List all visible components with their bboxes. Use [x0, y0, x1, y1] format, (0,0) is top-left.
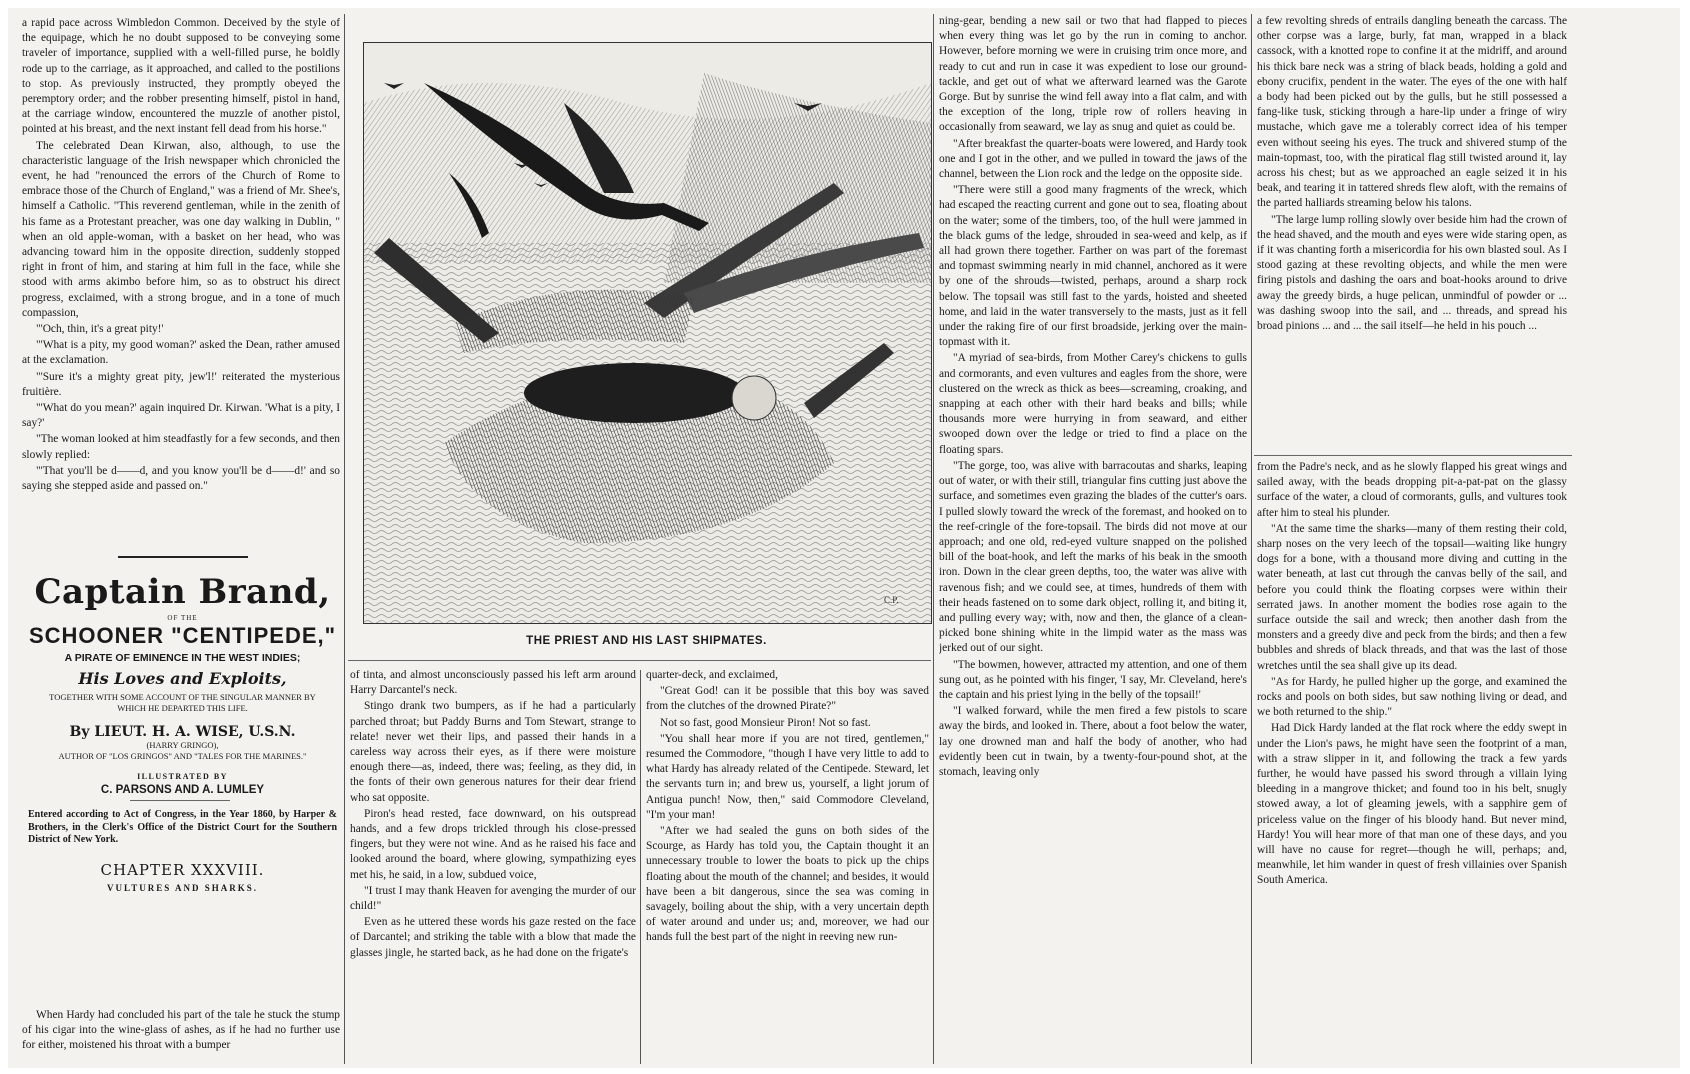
chapter-heading: CHAPTER XXXVIII. — [100, 860, 265, 879]
paragraph: "At the same time the sharks—many of them resting their cold, sharp noses on the very leech of the topsail—waiting like hungry dogs for a bone, with a thousand more diving and cutting in the water beneath, at last cut through the canvas belly of the sail, and before you could think the floating corpses were within their serrated jaws. In another moment the bodies rose again to the surface outside the sail and wreck; then another dash from the monsters and a greedy dive and peck from the birds; and then a few bubbles and shreds of black threads, and that was the last of those wretches until the sea shall give up its dead. — [1257, 522, 1567, 672]
column-4 — [939, 14, 1247, 1064]
paragraph: quarter-deck, and exclaimed, — [646, 669, 778, 681]
story-subtitle: A PIRATE OF EMINENCE IN THE WEST INDIES; — [64, 652, 301, 664]
paragraph: "The woman looked at him steadfastly for a few seconds, and then slowly replied: — [22, 433, 340, 461]
paragraph: "'That you'll be d——d, and you know you'll be d——d!' and so saying she stepped aside and passed on." — [22, 464, 340, 493]
paragraph: from the Padre's neck, and as he slowly flapped his great wings and sailed away, with the beads dropping pit-a-pat-pat on the glassy surface of the water, a cloud of cormorants, gulls, and vultures took after him to steal his plunder. — [1257, 461, 1567, 519]
clipping-edge — [1254, 455, 1572, 456]
illustrated-by: ILLUSTRATED BY — [137, 772, 228, 781]
paragraph: Even as he uttered these words his gaze rested on the face of Darcantel; and striking the table with a blow that made the glasses jingle, he started back, as he had done on the frigate's — [350, 916, 636, 959]
paragraph: "'Och, thin, it's a great pity!' — [36, 323, 164, 336]
column-1-top — [22, 16, 340, 556]
paragraph: ning-gear, bending a new sail or two that had flapped to pieces when every thing was let go by the run in coming to anchor. However, before morning we were in cruising trim once more, and ready to cut and run in case it was expedient to lose our ground-tackle, and get out of what we afterward learned was the Garote Gorge. But by sunrise the wind fell away into a flat calm, and with the exception of the long, triple row of rollers heaving in occasionally from seaward, we lay as snug and quiet as could be. — [939, 15, 1247, 134]
copyright-notice: Entered according to Act of Congress, in the Year 1860, by Harper & Brothers, in the Clerk's Office of the District Court for the Southern District of New York. — [28, 809, 337, 845]
vultures-wreck-engraving — [364, 43, 931, 623]
paragraph: "There were still a good many fragments of the wreck, which had escaped the reacting current and gone out to sea, floating about on the water; some of the timbers, too, of the hull were jammed in the black gums of the ledge, shrouded in sea-weed and kelp, as if all had grown there together. Farther on was part of the foremast and topmast swimming nearly in mid channel, anchored as it were by one of the shrouds—twisted, perhaps, around a sharp rock below. The topsail was still fast to the yards, hoisted and sheeted home, and laid in the water transversely to the masts, just as it fell under the raking fire of our first broadside, jerking over the main-topmast with it. — [939, 184, 1247, 349]
schooner-title: SCHOONER "CENTIPEDE," — [28, 623, 337, 648]
title-of: OF THE — [167, 614, 198, 622]
paragraph: "I trust I may thank Heaven for avenging the murder of our child!" — [350, 884, 636, 913]
paragraph: "You shall hear more if you are not tired, gentlemen," resumed the Commodore, "though I have very little to add to what Hardy has already related of the Centipede. Steward, let the servants turn in; and brew us, yourself, a light jorum of Antigua punch! Now, then," said Commodore Cleveland, "I'm your man! — [646, 732, 929, 821]
paragraph: "Great God! can it be possible that this boy was saved from the clutches of the drowned Pirate?" — [646, 685, 929, 713]
column-1-bottom — [22, 1008, 340, 1064]
paragraph: Stingo drank two bumpers, as if he had a particularly parched throat; but Paddy Burns and Tom Stewart, strange to relate! never wet their lips, and passed their hands in a careless way across their eyes, as if there were moisture enough there—as, indeed, there was; feeling, as they did, in the fonts of their own generous natures for their dear friend who sat opposite. — [350, 700, 636, 804]
together-line: TOGETHER WITH SOME ACCOUNT OF THE SINGULAR MANNER BY WHICH HE DEPARTED THIS LIFE. — [49, 692, 316, 713]
paragraph: "As for Hardy, he pulled higher up the gorge, and examined the rocks and pools on both sides, but saw nothing living or dead, and we both returned to the ship." — [1257, 675, 1567, 719]
illustrators: C. PARSONS AND A. LUMLEY — [100, 784, 265, 796]
paragraph: Piron's head rested, face downward, on his outspread hands, and a few drops trickled through his close-pressed fingers, but they were not wine. And as he raised his face and looked around the board, where glowing, sympathizing eyes met his, he said, in a low, subdued voice, — [350, 807, 636, 881]
paragraph: "'What do you mean?' again inquired Dr. Kirwan. 'What is a pity, I say?' — [22, 402, 340, 430]
newspaper-page — [8, 8, 1680, 1068]
author-byline: By LIEUT. H. A. WISE, U.S.N. — [69, 724, 296, 740]
column-rule — [933, 14, 934, 1064]
paragraph: a few revolting shreds of entrails dangling beneath the carcass. The other corpse was a large, burly, fat man, wrapped in a black cassock, with a knotted rope to confine it at the midriff, and around his thick bare neck was a string of black beads, holding a gold and ebony crucifix, pendent in the water. The eyes of the one with half a body had been picked out by the gulls, but he still possessed a fang-like tusk, sticking through a hare-lip under a fringe of wiry mustache, which gave me a tolerably correct idea of his temper even without seeing his eyes. The truck and shivered stump of the main-topmast, too, with the piratical flag still twisted around it, lay across his chest; but as we approached an eagle seized it in his beak, and tearing it in tattered shreds flew aloft, with the remains of the parted halliards streaming below his talons. — [1257, 15, 1567, 210]
paragraph: When Hardy had concluded his part of the tale he stuck the stump of his cigar into the wine-glass of ashes, as if he had no further use for either, moistened his throat with a bumper — [22, 1009, 340, 1052]
paragraph: Not so fast, good Monsieur Piron! Not so fast. — [660, 716, 871, 729]
paragraph: "A myriad of sea-birds, from Mother Carey's chickens to gulls and cormorants, and even vultures and eagles from the shore, were clustered on the wreck as thick as bees—screaming, croaking, and snapping at each other with their hard beaks and bills; while thousands more were hurrying in from seaward, and either swooped down over the ledge or tried to find a place on the floating spars. — [939, 352, 1247, 456]
paragraph: a rapid pace across Wimbledon Common. Deceived by the style of the equipage, which he no doubt supposed to be conveying some traveler of importance, supplied with a well-filled purse, he boldly rode up to the carriage, as it approached, and called to the postilions to stop. As previously instructed, they promptly obeyed the peremptory order; and the robber presenting himself, pistol in hand, at the carriage window, encountered the muzzle of another pistol, pointed at his breast, and the next instant fell dead from his horse." — [22, 17, 340, 136]
paragraph: The celebrated Dean Kirwan, also, although, to use the characteristic language of the Irish newspaper which chronicled the event, he had "renounced the errors of the Church of Rome to embrace those of the Church of England," was a friend of Mr. Shee's, himself a Catholic. "This reverend gentleman, while in the zenith of his fame as a Protestant preacher, was one day walking in Dublin, " when an old apple-woman, with a basket on her head, who was advancing toward him in the opposite direction, suddenly stopped right in front of him, and staring at him full in the face, while she stood with arms akimbo before him, so as to obstruct his direct progress, exclaimed, with a strong brogue, and in a tone of much compassion, — [22, 139, 340, 319]
page-rule — [348, 660, 931, 661]
paragraph: "I walked forward, while the men fired a few pistols to scare away the birds, and looked in. There, about a foot below the water, lay one drowned man and half the body of another, who had evidently been cut in twain, by a twenty-four-pound shot, at the stomach, leaving only — [939, 705, 1247, 778]
column-5-bottom — [1257, 460, 1567, 1064]
author-of: AUTHOR OF "LOS GRINGOS" AND "TALES FOR THE MARINES." — [58, 751, 307, 761]
column-rule — [1251, 14, 1252, 1064]
artist-signature: C.P. — [884, 595, 899, 605]
paragraph: "The large lump rolling slowly over beside him had the crown of the head shaved, and the mouth and eyes were wide staring open, as if it was chanting forth a misericordia for his own blasted soul. As I stood gazing at these revolting objects, and while the men were firing pistols and dashing the oars and boat-hooks around to drive away the greedy birds, a huge pelican, unmindful of powder or ... was dashing swoop into the sail, and ... threads, and spread his broad pinions ... and ... the sail itself—he held in his pouch ... — [1257, 213, 1567, 333]
paragraph: Had Dick Hardy landed at the flat rock where the eddy swept in under the Lion's paws, he might have seen the footprint of a man, with a straw slipper in it, and following the track a few yards further, he would have passed his sword through a villain lying bleeding in a mangrove thicket; and found too in his belt, snugly stowed away, a lot of gleaming jewels, with a sapphire gem of priceless value on the finger of his bloody hand. But never mind, Hardy! You will hear more of that man one of these days, and you will have no cause for regret—though he will, perhaps; and, meanwhile, let him wander in quest of fresh villainies over Spanish South America. — [1257, 722, 1567, 887]
illustration-caption: THE PRIEST AND HIS LAST SHIPMATES. — [526, 635, 767, 647]
paragraph: "After breakfast the quarter-boats were lowered, and Hardy took one and I got in the other, and we pulled in toward the jaws of the channel, between the Lion rock and the ledge on the opposite side. — [939, 137, 1247, 181]
pen-name: (HARRY GRINGO), — [146, 740, 219, 750]
paragraph: "'Sure it's a mighty great pity, jew'l!' reiterated the mysterious fruitière. — [22, 370, 340, 398]
engraving-illustration — [363, 42, 932, 624]
column-rule — [344, 14, 345, 1064]
paragraph: of tinta, and almost unconsciously passed his left arm around Harry Darcantel's neck. — [350, 669, 636, 697]
title-rule — [118, 556, 248, 558]
paragraph: "The bowmen, however, attracted my attention, and one of them sung out, as he pointed with his finger, 'I say, Mr. Cleveland, here's the captain and his priest lying in the belly of the topsail!' — [939, 658, 1247, 701]
paragraph: "After we had sealed the guns on both sides of the Scourge, as Hardy has told you, the Captain thought it an unnecessary trouble to lower the boats to pick up the chips floating about the mouth of the channel; and besides, it would have been a bit dangerous, since the sea was coming in savagely, boiling about the ship, with a very uncertain depth of water around and under us; and, moreover, we had our hands full the best part of the night in reeving new run- — [646, 825, 929, 944]
story-title: Captain Brand, — [34, 572, 331, 612]
divider — [130, 800, 230, 801]
story-title-block — [20, 564, 345, 893]
column-rule — [640, 670, 641, 1064]
paragraph: "The gorge, too, was alive with barracoutas and sharks, leaping out of water, or with their still, triangular fins cutting just above the surface, and sometimes even grazing the blades of the cutter's oars. I pulled slowly toward the wreck of the foremast, and hooked on to the reef-cringle of the fore-topsail. The birds did not move at our approach; and one old, red-eyed vulture snapped on the polished bill of the boat-hook, and left the marks of his beak in the smooth iron. Down in the clear green depths, too, the water was alive with ravenous fish; and we could see, at times, hundreds of them with their heads fastened on to some dark object, rolling it, and biting it, and pulling every way; with, now and then, the glance of a clean-picked bone shining white in the limpid water as the mass was jerked out of our sight. — [939, 459, 1247, 655]
lives-line: His Loves and Exploits, — [78, 669, 287, 688]
column-3 — [646, 668, 929, 1064]
column-2 — [350, 668, 636, 1064]
column-5-top — [1257, 14, 1567, 454]
paragraph: "'What is a pity, my good woman?' asked the Dean, rather amused at the exclamation. — [22, 339, 340, 367]
chapter-title: VULTURES AND SHARKS. — [107, 882, 258, 893]
